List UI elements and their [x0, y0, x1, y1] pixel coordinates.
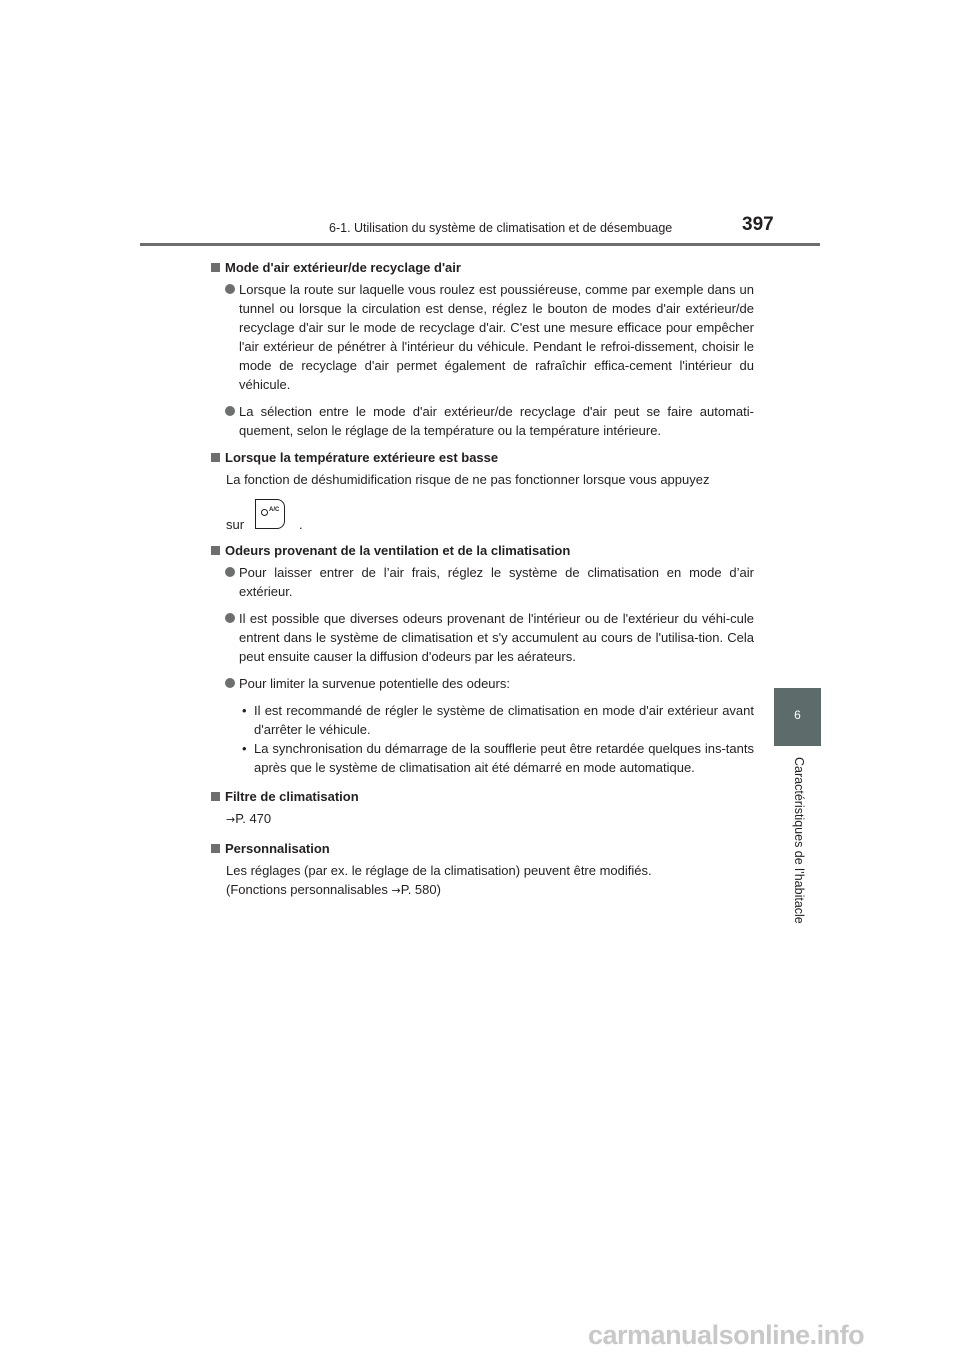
bullet-text: Lorsque la route sur laquelle vous roulez est poussiéreuse, comme par exemple dans un tunnel ou lorsque la circulation est dense, réglez le bouton de modes d'air extérieur/de recyclage d'air sur le mode de recyclage d'air. C'est une mesure efficace pour empêcher l'air extérieur de pénétrer à l'intérieur du véhicule. Pendant le refroi-dissement, choisir le mode de recyclage d'air permet également de rafraîchir effica-cement l'intérieur du véhicule. — [239, 282, 754, 392]
sub-bullet-marker: • — [242, 703, 247, 718]
chapter-number: 6 — [794, 708, 801, 722]
bullet-text: La sélection entre le mode d'air extérieur/de recyclage d'air peut se faire automati-quement, selon le réglage de la température ou la température intérieure. — [239, 404, 754, 438]
bullet-item — [210, 609, 754, 666]
bullet-text: Il est possible que diverses odeurs provenant de l'intérieur ou de l'extérieur du véhi-cule entrent dans le système de climatisation et s'y accumulent au cours de l'utilisa-tion. Cela peut ensuite causer la diffusion d'odeurs par les aérateurs. — [239, 611, 754, 664]
page-ref-link[interactable]: P. 580) — [400, 882, 441, 897]
round-bullet-icon — [225, 406, 235, 416]
heading-text: Lorsque la température extérieure est basse — [225, 450, 499, 465]
arrow-right-icon: → — [391, 884, 401, 897]
heading-text: Filtre de climatisation — [225, 789, 359, 804]
page-number: 397 — [742, 214, 774, 235]
header-divider — [140, 243, 820, 246]
ac-button-icon — [255, 499, 285, 529]
sub-bullet-marker: • — [242, 741, 247, 756]
chapter-tab — [774, 688, 821, 746]
bullet-item — [210, 674, 754, 693]
square-bullet-icon — [211, 844, 220, 853]
sub-item-text: Il est recommandé de régler le système de climatisation en mode d'air extérieur avant d'arrêter le véhicule. — [254, 703, 754, 737]
section-heading — [210, 448, 754, 467]
section-heading — [210, 541, 754, 560]
section-heading — [210, 839, 754, 858]
paragraph: Les réglages (par ex. le réglage de la climatisation) peuvent être modifiés. — [226, 863, 652, 878]
arrow-right-icon: → — [226, 813, 236, 826]
chapter-side-label — [768, 757, 828, 927]
square-bullet-icon — [211, 546, 220, 555]
chapter-label-text: Caractéristiques de l’habitacle — [792, 757, 806, 924]
paragraph-text: (Fonctions personnalisables — [226, 882, 392, 897]
heading-text: Odeurs provenant de la ventilation et de la climatisation — [225, 543, 571, 558]
bullet-text: Pour limiter la survenue potentielle des odeurs: — [239, 676, 510, 691]
page-ref-link[interactable]: P. 470 — [235, 811, 272, 826]
running-header-title: 6-1. Utilisation du système de climatisation et de désembuage — [329, 221, 673, 235]
round-bullet-icon — [225, 567, 235, 577]
ac-button-label: A/C — [269, 507, 280, 513]
square-bullet-icon — [211, 792, 220, 801]
watermark: carmanualsonline.info — [588, 1320, 865, 1350]
ac-button-line — [210, 497, 754, 533]
sub-item-text: La synchronisation du démarrage de la soufflerie peut être retardée quelques ins-tants après que le système de climatisation ait été démarré en mode automatique. — [254, 741, 754, 775]
bullet-item — [210, 402, 754, 440]
bullet-item — [210, 280, 754, 394]
indicator-led-icon — [261, 509, 268, 516]
heading-text: Mode d'air extérieur/de recyclage d'air — [225, 260, 461, 275]
round-bullet-icon — [225, 678, 235, 688]
bullet-text: Pour laisser entrer de l’air frais, réglez le système de climatisation en mode d’air extérieur. — [239, 565, 754, 599]
paragraph: La fonction de déshumidification risque de ne pas fonctionner lorsque vous appuyez — [226, 472, 710, 487]
paragraph — [210, 880, 754, 900]
square-bullet-icon — [211, 263, 220, 272]
sur-text: sur — [226, 517, 245, 532]
bullet-item — [210, 563, 754, 601]
sub-list-item — [210, 739, 754, 777]
section-heading — [210, 787, 754, 806]
heading-text: Personnalisation — [225, 841, 330, 856]
round-bullet-icon — [225, 613, 235, 623]
square-bullet-icon — [211, 453, 220, 462]
page-body — [210, 256, 754, 900]
round-bullet-icon — [225, 284, 235, 294]
sentence-end: . — [299, 517, 303, 532]
section-heading — [210, 258, 754, 277]
page-reference — [210, 809, 754, 829]
sub-list-item — [210, 701, 754, 739]
